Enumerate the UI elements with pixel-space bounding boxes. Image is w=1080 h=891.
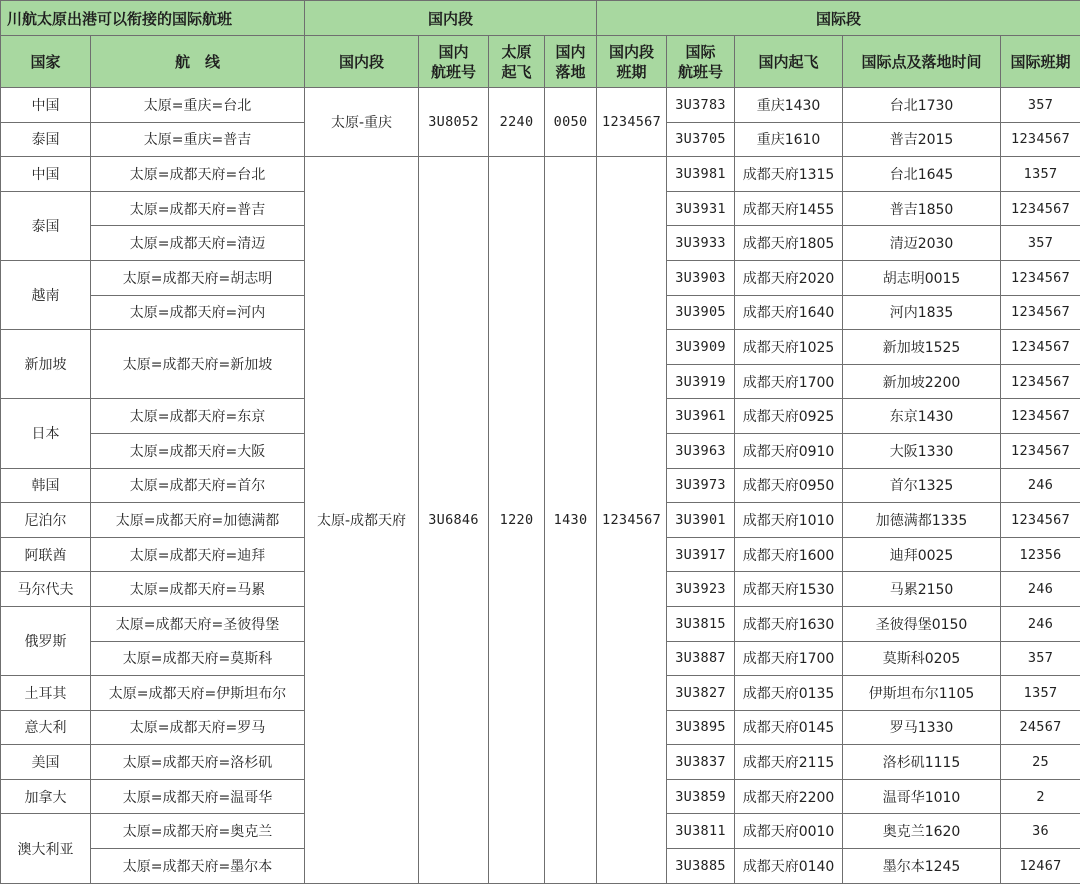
route-cell: 太原=成都天府=东京 [91, 399, 305, 434]
international-schedule-cell: 1234567 [1001, 122, 1080, 157]
international-flight-cell: 3U3783 [667, 88, 735, 123]
country-cell: 阿联酋 [1, 537, 91, 572]
country-cell: 泰国 [1, 191, 91, 260]
domestic-takeoff-cell: 成都天府0950 [735, 468, 843, 503]
international-schedule-cell: 1357 [1001, 676, 1080, 711]
header-taiyuan-departure-line1: 太原 [501, 42, 532, 61]
country-cell: 美国 [1, 745, 91, 780]
header-country: 国家 [1, 36, 91, 88]
international-schedule-cell: 2 [1001, 779, 1080, 814]
table-row [1, 157, 1080, 192]
route-cell: 太原=成都天府=普吉 [91, 191, 305, 226]
domestic-arrival-cell: 1430 [545, 157, 597, 883]
international-flight-cell: 3U3837 [667, 745, 735, 780]
route-cell: 太原=成都天府=河内 [91, 295, 305, 330]
header-route: 航 线 [91, 36, 305, 88]
international-schedule-cell: 24567 [1001, 710, 1080, 745]
domestic-takeoff-cell: 成都天府1640 [735, 295, 843, 330]
international-flight-cell: 3U3705 [667, 122, 735, 157]
domestic-takeoff-cell: 成都天府1010 [735, 503, 843, 538]
country-cell: 意大利 [1, 710, 91, 745]
country-cell: 新加坡 [1, 330, 91, 399]
route-cell: 太原=成都天府=大阪 [91, 433, 305, 468]
international-flight-cell: 3U3923 [667, 572, 735, 607]
international-landing-cell: 洛杉矶1115 [843, 745, 1001, 780]
international-flight-cell: 3U3903 [667, 260, 735, 295]
domestic-takeoff-cell: 成都天府1025 [735, 330, 843, 365]
international-landing-cell: 加德满都1335 [843, 503, 1001, 538]
international-landing-cell: 罗马1330 [843, 710, 1001, 745]
domestic-takeoff-cell: 成都天府2200 [735, 779, 843, 814]
international-landing-cell: 莫斯科0205 [843, 641, 1001, 676]
route-cell: 太原=成都天府=温哥华 [91, 779, 305, 814]
international-flight-cell: 3U3815 [667, 606, 735, 641]
header-domestic-schedule-line1: 国内段 [609, 42, 655, 61]
international-schedule-cell: 357 [1001, 88, 1080, 123]
route-cell: 太原=成都天府=奥克兰 [91, 814, 305, 849]
international-flight-cell: 3U3931 [667, 191, 735, 226]
header-domestic-schedule [597, 36, 667, 88]
international-landing-cell: 迪拜0025 [843, 537, 1001, 572]
country-cell: 韩国 [1, 468, 91, 503]
domestic-takeoff-cell: 成都天府0145 [735, 710, 843, 745]
route-cell: 太原=成都天府=马累 [91, 572, 305, 607]
domestic-schedule-cell: 1234567 [597, 157, 667, 883]
header-domestic-takeoff: 国内起飞 [735, 36, 843, 88]
international-flight-cell: 3U3885 [667, 849, 735, 884]
international-flight-cell: 3U3827 [667, 676, 735, 711]
country-cell: 马尔代夫 [1, 572, 91, 607]
international-flight-cell: 3U3973 [667, 468, 735, 503]
international-landing-cell: 台北1730 [843, 88, 1001, 123]
header-domestic-flight-line2: 航班号 [431, 62, 477, 81]
international-landing-cell: 温哥华1010 [843, 779, 1001, 814]
international-flight-cell: 3U3887 [667, 641, 735, 676]
route-cell: 太原=成都天府=洛杉矶 [91, 745, 305, 780]
header-domestic-arrival-line1: 国内 [555, 42, 586, 61]
header-domestic-flight [419, 36, 489, 88]
international-flight-cell: 3U3933 [667, 226, 735, 261]
international-landing-cell: 大阪1330 [843, 433, 1001, 468]
international-landing-cell: 台北1645 [843, 157, 1001, 192]
domestic-schedule-cell: 1234567 [597, 88, 667, 157]
domestic-takeoff-cell: 成都天府2020 [735, 260, 843, 295]
international-landing-cell: 胡志明0015 [843, 260, 1001, 295]
domestic-takeoff-cell: 成都天府0140 [735, 849, 843, 884]
country-cell: 尼泊尔 [1, 503, 91, 538]
route-cell: 太原=成都天府=胡志明 [91, 260, 305, 295]
international-schedule-cell: 1234567 [1001, 191, 1080, 226]
international-landing-cell: 墨尔本1245 [843, 849, 1001, 884]
international-landing-cell: 东京1430 [843, 399, 1001, 434]
route-cell: 太原=成都天府=圣彼得堡 [91, 606, 305, 641]
international-landing-cell: 首尔1325 [843, 468, 1001, 503]
international-schedule-cell: 357 [1001, 226, 1080, 261]
header-international-point: 国际点及落地时间 [843, 36, 1001, 88]
international-flight-cell: 3U3961 [667, 399, 735, 434]
international-schedule-cell: 1234567 [1001, 433, 1080, 468]
domestic-takeoff-cell: 成都天府1805 [735, 226, 843, 261]
country-cell: 澳大利亚 [1, 814, 91, 883]
international-schedule-cell: 1234567 [1001, 260, 1080, 295]
international-schedule-cell: 246 [1001, 606, 1080, 641]
international-flight-cell: 3U3895 [667, 710, 735, 745]
international-flight-cell: 3U3981 [667, 157, 735, 192]
route-cell: 太原=成都天府=莫斯科 [91, 641, 305, 676]
country-cell: 泰国 [1, 122, 91, 157]
taiyuan-departure-cell: 2240 [489, 88, 545, 157]
international-schedule-cell: 246 [1001, 468, 1080, 503]
international-flight-cell: 3U3901 [667, 503, 735, 538]
international-flight-cell: 3U3859 [667, 779, 735, 814]
international-schedule-cell: 1234567 [1001, 295, 1080, 330]
domestic-takeoff-cell: 成都天府1315 [735, 157, 843, 192]
domestic-takeoff-cell: 成都天府1700 [735, 641, 843, 676]
route-cell: 太原=成都天府=新加坡 [91, 330, 305, 399]
route-cell: 太原=成都天府=清迈 [91, 226, 305, 261]
route-cell: 太原=成都天府=台北 [91, 157, 305, 192]
route-cell: 太原=成都天府=伊斯坦布尔 [91, 676, 305, 711]
international-schedule-cell: 12356 [1001, 537, 1080, 572]
international-schedule-cell: 1234567 [1001, 330, 1080, 365]
international-landing-cell: 普吉2015 [843, 122, 1001, 157]
header-international-schedule: 国际班期 [1001, 36, 1080, 88]
international-schedule-cell: 12467 [1001, 849, 1080, 884]
international-landing-cell: 新加坡2200 [843, 364, 1001, 399]
route-cell: 太原=成都天府=加德满都 [91, 503, 305, 538]
domestic-takeoff-cell: 成都天府2115 [735, 745, 843, 780]
domestic-takeoff-cell: 成都天府1530 [735, 572, 843, 607]
international-landing-cell: 新加坡1525 [843, 330, 1001, 365]
international-landing-cell: 伊斯坦布尔1105 [843, 676, 1001, 711]
route-cell: 太原=重庆=台北 [91, 88, 305, 123]
route-cell: 太原=成都天府=罗马 [91, 710, 305, 745]
header-domestic-arrival-line2: 落地 [555, 62, 586, 81]
header-domestic-schedule-line2: 班期 [616, 62, 647, 81]
header-taiyuan-departure-line2: 起飞 [501, 62, 532, 81]
domestic-flight-cell: 3U8052 [419, 88, 489, 157]
domestic-takeoff-cell: 成都天府1700 [735, 364, 843, 399]
domestic-flight-cell: 3U6846 [419, 157, 489, 883]
international-landing-cell: 清迈2030 [843, 226, 1001, 261]
header-taiyuan-departure [489, 36, 545, 88]
international-flight-cell: 3U3909 [667, 330, 735, 365]
international-schedule-cell: 25 [1001, 745, 1080, 780]
international-flight-cell: 3U3917 [667, 537, 735, 572]
country-cell: 俄罗斯 [1, 606, 91, 675]
international-landing-cell: 圣彼得堡0150 [843, 606, 1001, 641]
country-cell: 加拿大 [1, 779, 91, 814]
international-schedule-cell: 357 [1001, 641, 1080, 676]
domestic-arrival-cell: 0050 [545, 88, 597, 157]
route-cell: 太原=成都天府=迪拜 [91, 537, 305, 572]
group-domestic: 国内段 [305, 1, 597, 36]
country-cell: 越南 [1, 260, 91, 329]
header-international-flight [667, 36, 735, 88]
domestic-takeoff-cell: 成都天府0910 [735, 433, 843, 468]
international-schedule-cell: 1234567 [1001, 399, 1080, 434]
international-schedule-cell: 246 [1001, 572, 1080, 607]
header-international-flight-line2: 航班号 [678, 62, 724, 81]
domestic-takeoff-cell: 成都天府1455 [735, 191, 843, 226]
international-flight-cell: 3U3905 [667, 295, 735, 330]
group-international: 国际段 [597, 1, 1080, 36]
international-landing-cell: 河内1835 [843, 295, 1001, 330]
domestic-takeoff-cell: 成都天府1600 [735, 537, 843, 572]
country-cell: 中国 [1, 88, 91, 123]
taiyuan-departure-cell: 1220 [489, 157, 545, 883]
country-cell: 日本 [1, 399, 91, 468]
route-cell: 太原=成都天府=墨尔本 [91, 849, 305, 884]
domestic-takeoff-cell: 成都天府0135 [735, 676, 843, 711]
table-row [1, 88, 1080, 123]
domestic-segment-cell: 太原-成都天府 [305, 157, 419, 883]
international-landing-cell: 奥克兰1620 [843, 814, 1001, 849]
header-domestic-segment: 国内段 [305, 36, 419, 88]
international-flight-cell: 3U3963 [667, 433, 735, 468]
route-cell: 太原=重庆=普吉 [91, 122, 305, 157]
international-schedule-cell: 1234567 [1001, 503, 1080, 538]
domestic-segment-cell: 太原-重庆 [305, 88, 419, 157]
route-cell: 太原=成都天府=首尔 [91, 468, 305, 503]
domestic-takeoff-cell: 成都天府0010 [735, 814, 843, 849]
country-cell: 中国 [1, 157, 91, 192]
international-flight-cell: 3U3811 [667, 814, 735, 849]
header-international-flight-line1: 国际 [685, 42, 716, 61]
table-title: 川航太原出港可以衔接的国际航班 [1, 1, 305, 36]
header-domestic-flight-line1: 国内 [438, 42, 469, 61]
header-domestic-arrival [545, 36, 597, 88]
domestic-takeoff-cell: 重庆1610 [735, 122, 843, 157]
domestic-takeoff-cell: 成都天府0925 [735, 399, 843, 434]
international-landing-cell: 马累2150 [843, 572, 1001, 607]
country-cell: 土耳其 [1, 676, 91, 711]
international-schedule-cell: 36 [1001, 814, 1080, 849]
domestic-takeoff-cell: 重庆1430 [735, 88, 843, 123]
international-flight-cell: 3U3919 [667, 364, 735, 399]
international-schedule-cell: 1234567 [1001, 364, 1080, 399]
domestic-takeoff-cell: 成都天府1630 [735, 606, 843, 641]
international-schedule-cell: 1357 [1001, 157, 1080, 192]
international-landing-cell: 普吉1850 [843, 191, 1001, 226]
